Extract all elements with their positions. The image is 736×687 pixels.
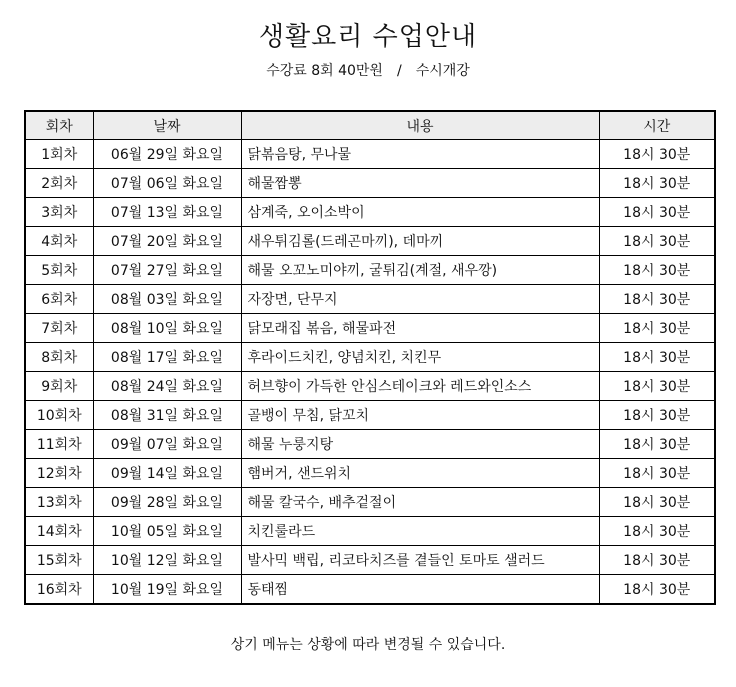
session-cell: 14회차 [25, 517, 93, 546]
menu-cell: 닭모래집 볶음, 해물파전 [241, 314, 599, 343]
date-cell: 08월 17일 화요일 [93, 343, 241, 372]
page-title: 생활요리 수업안내 [258, 22, 478, 52]
date-cell: 08월 03일 화요일 [93, 285, 241, 314]
column-header-menu: 내용 [241, 111, 599, 140]
fee-info: 수강료 8회 40만원 [266, 63, 383, 79]
session-cell: 15회차 [25, 546, 93, 575]
table-body [25, 140, 715, 605]
menu-cell: 치킨룰라드 [241, 517, 599, 546]
time-cell: 18시 30분 [599, 517, 715, 546]
date-cell: 07월 13일 화요일 [93, 198, 241, 227]
date-cell: 07월 20일 화요일 [93, 227, 241, 256]
date-cell: 09월 07일 화요일 [93, 430, 241, 459]
session-cell: 9회차 [25, 372, 93, 401]
time-cell: 18시 30분 [599, 198, 715, 227]
table-row [25, 285, 715, 314]
session-cell: 2회차 [25, 169, 93, 198]
menu-cell: 동태찜 [241, 575, 599, 605]
menu-cell: 골뱅이 무침, 닭꼬치 [241, 401, 599, 430]
time-cell: 18시 30분 [599, 256, 715, 285]
session-cell: 1회차 [25, 140, 93, 169]
time-cell: 18시 30분 [599, 430, 715, 459]
date-cell: 09월 14일 화요일 [93, 459, 241, 488]
table-row [25, 430, 715, 459]
session-cell: 11회차 [25, 430, 93, 459]
time-cell: 18시 30분 [599, 459, 715, 488]
menu-cell: 닭볶음탕, 무나물 [241, 140, 599, 169]
time-cell: 18시 30분 [599, 140, 715, 169]
date-cell: 06월 29일 화요일 [93, 140, 241, 169]
date-cell: 08월 31일 화요일 [93, 401, 241, 430]
session-cell: 3회차 [25, 198, 93, 227]
table-row [25, 256, 715, 285]
date-cell: 08월 10일 화요일 [93, 314, 241, 343]
date-cell: 07월 06일 화요일 [93, 169, 241, 198]
date-cell: 10월 19일 화요일 [93, 575, 241, 605]
table-row [25, 517, 715, 546]
menu-cell: 발사믹 백립, 리코타치즈를 곁들인 토마토 샐러드 [241, 546, 599, 575]
menu-cell: 해물 누룽지탕 [241, 430, 599, 459]
session-cell: 6회차 [25, 285, 93, 314]
time-cell: 18시 30분 [599, 401, 715, 430]
schedule-table [24, 110, 716, 605]
subtitle [0, 60, 736, 80]
column-header-date: 날짜 [93, 111, 241, 140]
table-row [25, 343, 715, 372]
header-row [25, 111, 715, 140]
table-row [25, 401, 715, 430]
table-header [25, 111, 715, 140]
session-cell: 13회차 [25, 488, 93, 517]
menu-cell: 자장면, 단무지 [241, 285, 599, 314]
enrollment-info: 수시개강 [415, 63, 470, 79]
column-header-time: 시간 [599, 111, 715, 140]
date-cell: 08월 24일 화요일 [93, 372, 241, 401]
table-row [25, 459, 715, 488]
session-cell: 10회차 [25, 401, 93, 430]
session-cell: 5회차 [25, 256, 93, 285]
session-cell: 7회차 [25, 314, 93, 343]
menu-cell: 허브향이 가득한 안심스테이크와 레드와인소스 [241, 372, 599, 401]
table-row [25, 314, 715, 343]
menu-cell: 삼계죽, 오이소박이 [241, 198, 599, 227]
time-cell: 18시 30분 [599, 285, 715, 314]
table-row [25, 575, 715, 605]
session-cell: 12회차 [25, 459, 93, 488]
footnote: 상기 메뉴는 상황에 따라 변경될 수 있습니다. [230, 637, 506, 653]
session-cell: 4회차 [25, 227, 93, 256]
session-cell: 8회차 [25, 343, 93, 372]
menu-cell: 후라이드치킨, 양념치킨, 치킨무 [241, 343, 599, 372]
time-cell: 18시 30분 [599, 343, 715, 372]
table-row [25, 488, 715, 517]
time-cell: 18시 30분 [599, 227, 715, 256]
time-cell: 18시 30분 [599, 546, 715, 575]
menu-cell: 햄버거, 샌드위치 [241, 459, 599, 488]
table-row [25, 198, 715, 227]
menu-cell: 새우튀김롤(드레곤마끼), 데마끼 [241, 227, 599, 256]
session-cell: 16회차 [25, 575, 93, 605]
table-row [25, 169, 715, 198]
date-cell: 10월 05일 화요일 [93, 517, 241, 546]
table-row [25, 140, 715, 169]
table-row [25, 546, 715, 575]
date-cell: 07월 27일 화요일 [93, 256, 241, 285]
date-cell: 09월 28일 화요일 [93, 488, 241, 517]
time-cell: 18시 30분 [599, 314, 715, 343]
menu-cell: 해물 칼국수, 배추겉절이 [241, 488, 599, 517]
menu-cell: 해물 오꼬노미야끼, 굴튀김(계절, 새우깡) [241, 256, 599, 285]
table-row [25, 372, 715, 401]
table-row [25, 227, 715, 256]
menu-cell: 해물짬뽕 [241, 169, 599, 198]
column-header-session: 회차 [25, 111, 93, 140]
time-cell: 18시 30분 [599, 372, 715, 401]
subtitle-separator: / [396, 63, 402, 79]
date-cell: 10월 12일 화요일 [93, 546, 241, 575]
time-cell: 18시 30분 [599, 575, 715, 605]
time-cell: 18시 30분 [599, 169, 715, 198]
time-cell: 18시 30분 [599, 488, 715, 517]
